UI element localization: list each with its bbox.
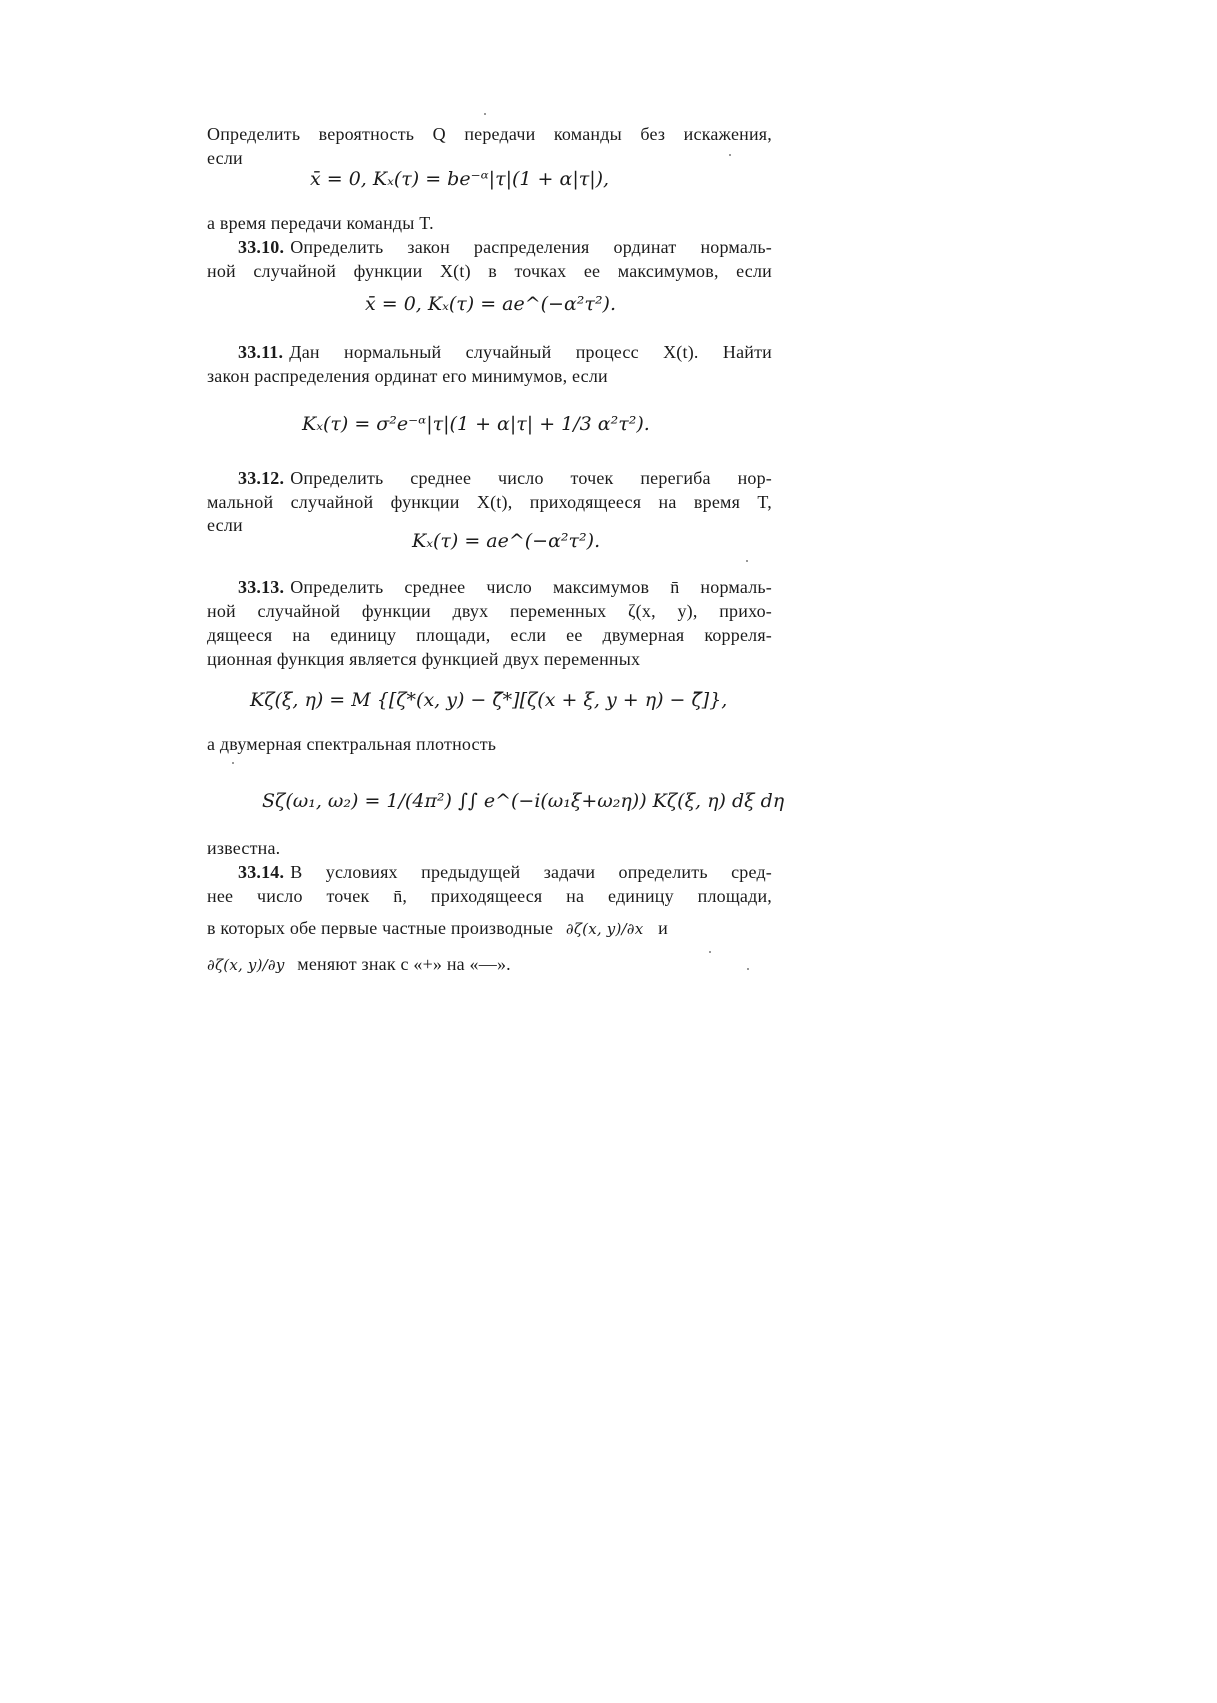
scan-speck bbox=[232, 762, 234, 764]
problem-33-12-formula: Kₓ(τ) = ae^(−α²τ²). bbox=[412, 530, 601, 552]
intro-line-2 bbox=[207, 146, 772, 170]
scan-speck bbox=[484, 113, 486, 115]
problem-33-13-line-1 bbox=[238, 575, 772, 599]
intro-text-3: а время передачи команды T. bbox=[207, 213, 434, 233]
problem-33-14-text-3: в которых обе первые частные производные bbox=[207, 918, 554, 938]
problem-33-12-line-2 bbox=[207, 490, 772, 514]
problem-33-12-text-3: если bbox=[207, 515, 243, 535]
problem-33-12-text-2: мальной случайной функции X(t), приходящееся на время T, bbox=[207, 492, 772, 512]
problem-33-10-text-2: ной случайной функции X(t) в точках ее максимумов, если bbox=[207, 261, 772, 281]
problem-33-10-line-1 bbox=[238, 235, 772, 259]
problem-33-13-text-1: Определить среднее число максимумов n̄ нормаль- bbox=[290, 577, 772, 597]
problem-33-13-line-5 bbox=[207, 732, 772, 756]
problem-33-14-fraction-dy: ∂ζ(x, y)/∂y bbox=[207, 956, 285, 974]
problem-33-13-formula-spectral: Sζ(ω₁, ω₂) = 1/(4π²) ∫∫ e^(−i(ω₁ξ+ω₂η)) Kζ(ξ, η) dξ dη bbox=[262, 790, 785, 812]
problem-33-13-text-3: дящееся на единицу площади, если ее двумерная корреля- bbox=[207, 625, 772, 645]
scan-speck bbox=[746, 560, 748, 562]
problem-33-10-number: 33.10. bbox=[238, 237, 285, 257]
problem-33-11-line-2 bbox=[207, 364, 772, 388]
problem-33-13-text-5: а двумерная спектральная плотность bbox=[207, 734, 497, 754]
problem-33-11-text-1: Дан нормальный случайный процесс X(t). Найти bbox=[289, 342, 772, 362]
problem-33-12-line-1 bbox=[238, 466, 772, 490]
problem-33-13-formula-correlation: Kζ(ξ, η) = M {[ζ*(x, y) − ζ̄*][ζ(x + ξ, y + η) − ζ̄]}, bbox=[250, 689, 728, 711]
problem-33-13-line-4 bbox=[207, 647, 772, 671]
problem-33-14-text-2: нее число точек n̄, приходящееся на единицу площади, bbox=[207, 886, 772, 906]
problem-33-11-text-2: закон распределения ординат его минимумов, если bbox=[207, 366, 608, 386]
problem-33-14-fraction-dx: ∂ζ(x, y)/∂x bbox=[565, 920, 644, 938]
problem-33-14-line-4 bbox=[207, 952, 772, 977]
scan-speck bbox=[729, 154, 731, 156]
scan-speck bbox=[709, 951, 711, 953]
problem-33-14-number: 33.14. bbox=[238, 862, 285, 882]
intro-formula: x̄ = 0, Kₓ(τ) = be⁻ᵅ|τ|(1 + α|τ|), bbox=[310, 168, 610, 190]
intro-line-3 bbox=[207, 211, 772, 235]
problem-33-14-line-3 bbox=[207, 916, 772, 941]
problem-33-13-line-3 bbox=[207, 623, 772, 647]
intro-text-1: Определить вероятность Q передачи команды без искажения, bbox=[207, 124, 772, 144]
problem-33-14-line-1 bbox=[238, 860, 772, 884]
problem-33-13-line-2 bbox=[207, 599, 772, 623]
problem-33-14-text-4: меняют знак с «+» на «—». bbox=[297, 954, 511, 974]
problem-33-11-formula: Kₓ(τ) = σ²e⁻ᵅ|τ|(1 + α|τ| + 1/3 α²τ²). bbox=[302, 413, 650, 435]
problem-33-13-line-6 bbox=[207, 836, 772, 860]
problem-33-13-text-4: ционная функция является функцией двух переменных bbox=[207, 649, 641, 669]
intro-line-1 bbox=[207, 122, 772, 146]
problem-33-11-number: 33.11. bbox=[238, 342, 284, 362]
problem-33-13-text-2: ной случайной функции двух переменных ζ(x, y), прихо- bbox=[207, 601, 772, 621]
problem-33-11-line-1 bbox=[238, 340, 772, 364]
problem-33-10-formula: x̄ = 0, Kₓ(τ) = ae^(−α²τ²). bbox=[365, 293, 617, 315]
problem-33-14-and: и bbox=[658, 918, 668, 938]
problem-33-12-number: 33.12. bbox=[238, 468, 285, 488]
problem-33-10-line-2 bbox=[207, 259, 772, 283]
problem-33-14-text-1: В условиях предыдущей задачи определить сред- bbox=[290, 862, 772, 882]
intro-text-2: если bbox=[207, 148, 243, 168]
problem-33-10-text-1: Определить закон распределения ординат нормаль- bbox=[290, 237, 772, 257]
problem-33-12-text-1: Определить среднее число точек перегиба нор- bbox=[290, 468, 772, 488]
problem-33-13-text-6: известна. bbox=[207, 838, 281, 858]
problem-33-13-number: 33.13. bbox=[238, 577, 285, 597]
problem-33-14-line-2 bbox=[207, 884, 772, 908]
scan-speck bbox=[747, 968, 749, 970]
